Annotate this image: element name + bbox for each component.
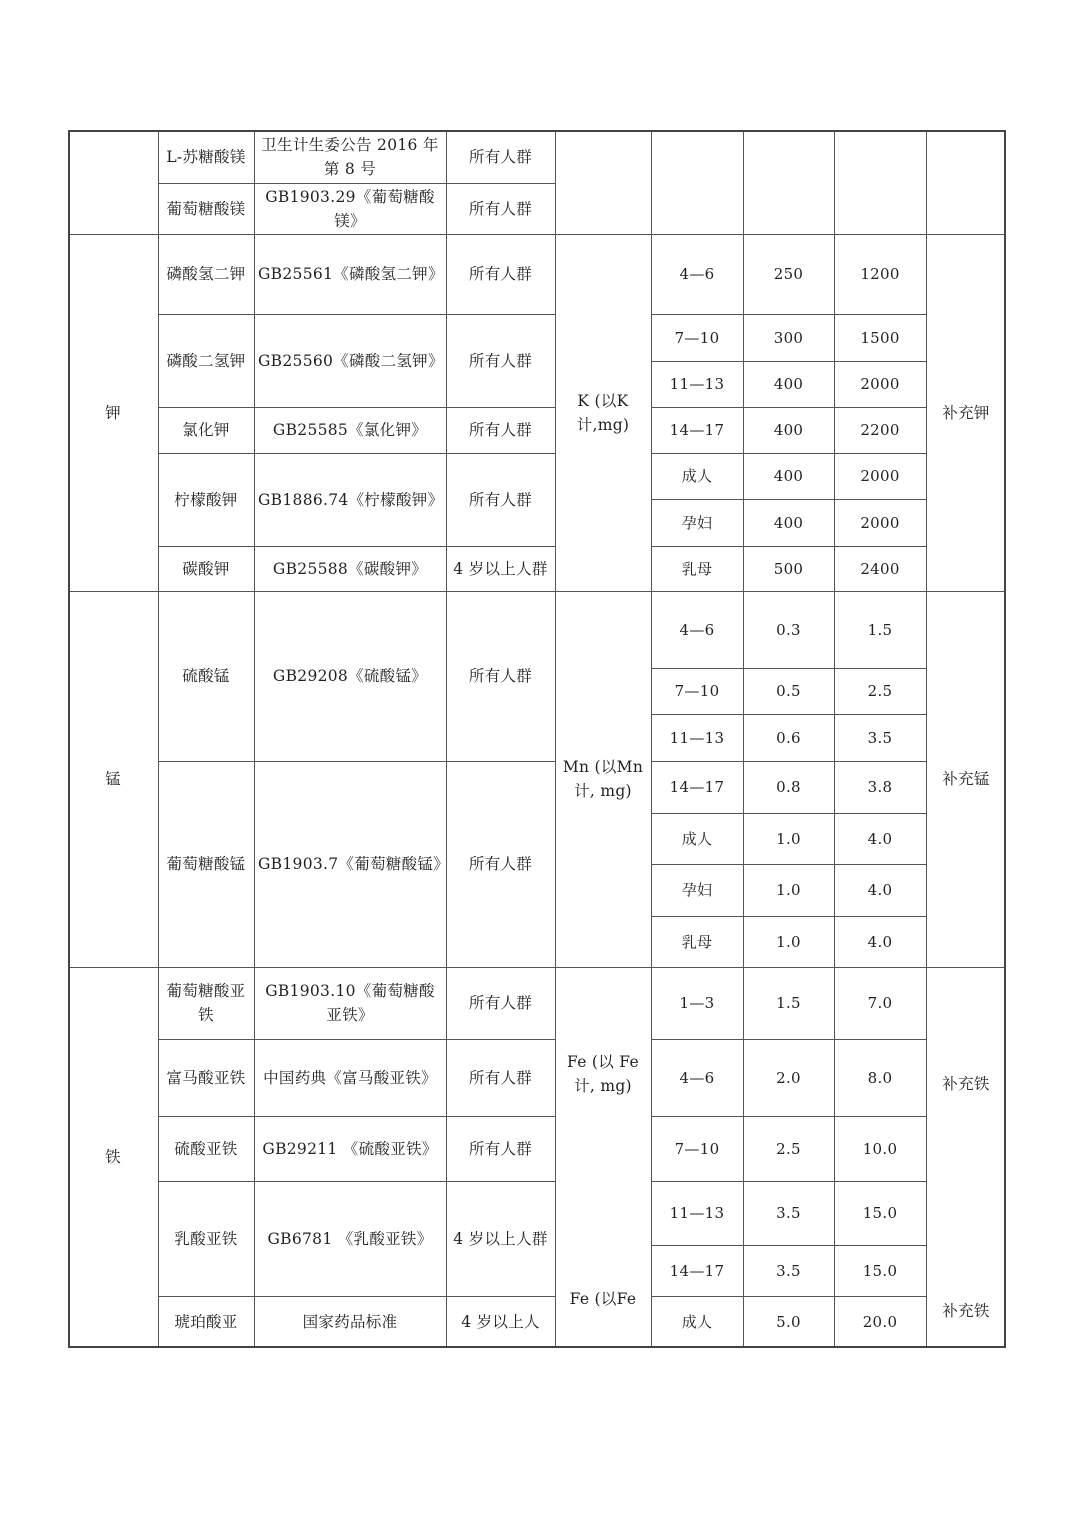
min-value: 5.0	[776, 1312, 801, 1331]
max-value: 2200	[860, 421, 900, 439]
compound-population: 4 岁以上人群	[453, 559, 548, 578]
compound-name: 磷酸氢二钾	[166, 265, 246, 283]
min-value: 0.8	[776, 778, 801, 796]
compound-standard: GB1903.7《葡萄糖酸锰》	[258, 855, 450, 873]
compound-standard: 中国药典《富马酸亚铁》	[263, 1068, 437, 1087]
compound-name: 磷酸二氢钾	[166, 351, 246, 370]
age-group: 14—17	[669, 778, 725, 796]
compound-name: 琥珀酸亚	[174, 1312, 238, 1331]
age-group: 14—17	[669, 421, 725, 439]
compound-standard: GB1903.10《葡萄糖酸亚铁》	[265, 982, 435, 1024]
age-group: 4—6	[679, 1068, 715, 1087]
max-value: 10.0	[862, 1139, 898, 1158]
age-group: 7—10	[674, 328, 720, 347]
compound-name: 乳酸亚铁	[174, 1229, 238, 1248]
compound-standard: GB1903.29《葡萄糖酸镁》	[265, 187, 435, 230]
min-value: 250	[773, 265, 804, 283]
min-value: 500	[773, 559, 804, 578]
compound-name: L-苏糖酸镁	[166, 148, 246, 166]
element-k: 钾	[105, 403, 121, 422]
age-group: 7—10	[674, 682, 720, 700]
max-value: 8.0	[867, 1068, 893, 1087]
compound-standard: GB25585《氯化钾》	[272, 421, 428, 439]
max-value: 2000	[860, 513, 900, 532]
compound-name: 碳酸钾	[182, 559, 230, 578]
compound-standard: GB6781 《乳酸亚铁》	[267, 1229, 433, 1248]
purpose-label: 补充锰	[942, 770, 990, 788]
min-value: 1.0	[776, 932, 801, 951]
compound-standard: GB29208《硫酸锰》	[272, 667, 428, 685]
compound-standard: GB25588《碳酸钾》	[272, 559, 428, 578]
min-value: 300	[773, 328, 804, 347]
compound-standard: GB29211 《硫酸亚铁》	[262, 1139, 438, 1158]
age-group: 11—13	[669, 728, 725, 747]
age-group: 7—10	[674, 1139, 720, 1158]
compound-standard: GB1886.74《柠檬酸钾》	[258, 490, 444, 509]
max-value: 4.0	[867, 829, 893, 848]
max-value: 2.5	[867, 682, 893, 700]
compound-standard: 卫生计生委公告 2016 年第 8 号	[261, 136, 439, 178]
max-value: 3.8	[867, 778, 893, 796]
age-group: 11—13	[669, 1204, 725, 1222]
min-value: 0.6	[776, 728, 801, 747]
max-value: 7.0	[867, 994, 893, 1012]
max-value: 4.0	[867, 881, 893, 899]
age-group: 4—6	[679, 265, 715, 283]
age-group: 4—6	[679, 620, 715, 639]
max-value: 15.0	[862, 1261, 898, 1280]
compound-population: 所有人群	[468, 994, 533, 1012]
min-value: 3.5	[776, 1261, 801, 1280]
purpose-label: 补充钾	[942, 403, 990, 422]
max-value: 1.5	[867, 620, 893, 639]
compound-name: 葡萄糖酸镁	[166, 199, 246, 218]
min-value: 0.5	[776, 682, 801, 700]
age-group: 孕妇	[681, 881, 713, 899]
compound-name: 硫酸锰	[182, 667, 230, 685]
min-value: 400	[773, 513, 804, 532]
max-value: 2400	[860, 559, 900, 578]
max-value: 20.0	[862, 1312, 898, 1331]
min-value: 0.3	[776, 620, 801, 639]
max-value: 15.0	[862, 1204, 898, 1222]
min-value: 400	[773, 467, 804, 485]
age-group: 成人	[681, 1312, 713, 1331]
max-value: 2000	[860, 467, 900, 485]
max-value: 1500	[860, 328, 900, 347]
purpose-label-repeat: 补充铁	[942, 1302, 990, 1320]
min-value: 400	[773, 375, 804, 393]
max-value: 2000	[860, 375, 900, 393]
compound-name: 葡萄糖酸亚铁	[166, 982, 246, 1024]
age-group: 乳母	[681, 932, 713, 951]
min-value: 3.5	[776, 1204, 801, 1222]
compound-population: 所有人群	[468, 148, 533, 166]
compound-population: 4 岁以上人	[461, 1312, 540, 1331]
compound-name: 富马酸亚铁	[166, 1068, 246, 1087]
age-group: 孕妇	[681, 513, 713, 532]
min-value: 1.0	[776, 881, 801, 899]
compound-population: 所有人群	[468, 667, 533, 685]
age-group: 成人	[681, 467, 713, 485]
min-value: 2.5	[776, 1139, 801, 1158]
compound-population: 所有人群	[468, 421, 533, 439]
age-group: 1—3	[679, 994, 715, 1012]
compound-population: 所有人群	[468, 490, 533, 509]
compound-population: 所有人群	[468, 1139, 533, 1158]
compound-population: 所有人群	[468, 265, 533, 283]
age-group: 乳母	[681, 559, 713, 578]
max-value: 3.5	[867, 728, 893, 747]
min-value: 1.5	[776, 994, 801, 1012]
min-value: 1.0	[776, 829, 801, 848]
compound-population: 4 岁以上人群	[453, 1229, 548, 1248]
unit-label: Fe (以 Fe 计, mg)	[567, 1053, 639, 1095]
compound-population: 所有人群	[468, 199, 533, 218]
unit-label-repeat: Fe (以Fe	[569, 1290, 637, 1308]
compound-population: 所有人群	[468, 351, 533, 370]
compound-name: 氯化钾	[182, 421, 230, 439]
max-value: 4.0	[867, 932, 893, 951]
unit-label: Mn (以Mn计, mg)	[562, 758, 644, 800]
age-group: 11—13	[669, 375, 725, 393]
compound-population: 所有人群	[468, 1068, 533, 1087]
compound-name: 葡萄糖酸锰	[166, 855, 246, 873]
compound-standard: 国家药品标准	[302, 1312, 398, 1331]
min-value: 400	[773, 421, 804, 439]
compound-standard: GB25561《磷酸氢二钾》	[258, 265, 444, 283]
element-mn: 锰	[105, 770, 121, 788]
purpose-label: 补充铁	[942, 1074, 990, 1093]
compound-standard: GB25560《磷酸二氢钾》	[258, 351, 444, 370]
min-value: 2.0	[776, 1068, 801, 1087]
age-group: 成人	[681, 829, 713, 848]
unit-label: K (以K计,mg)	[576, 391, 630, 434]
compound-population: 所有人群	[468, 855, 533, 873]
max-value: 1200	[860, 265, 900, 283]
element-fe: 铁	[105, 1148, 121, 1166]
age-group: 14—17	[669, 1261, 725, 1280]
compound-name: 柠檬酸钾	[174, 490, 238, 509]
compound-name: 硫酸亚铁	[174, 1139, 238, 1158]
